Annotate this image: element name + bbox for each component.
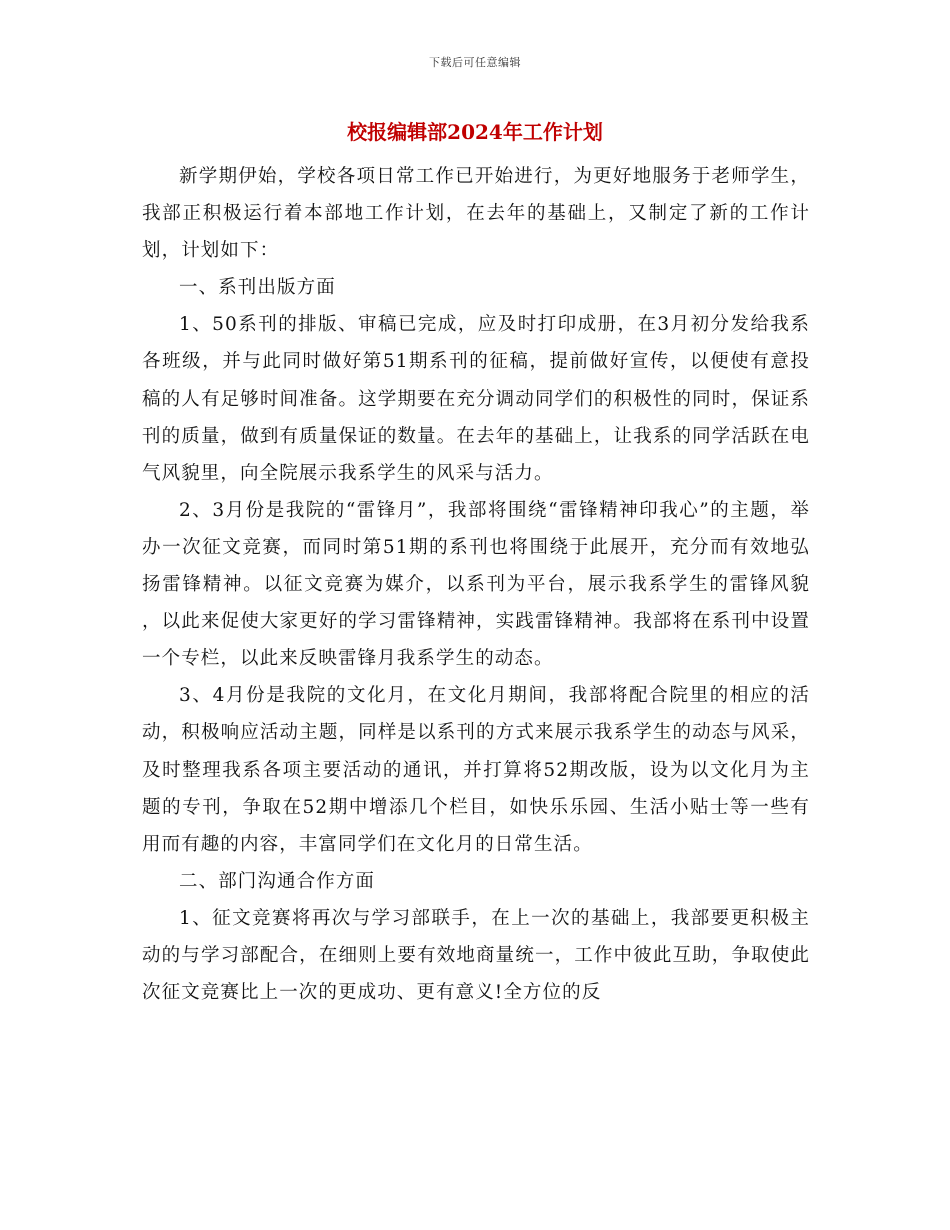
section-heading-cooperation: 二、部门沟通合作方面 — [179, 870, 376, 892]
intro-paragraph: 新学期伊始，学校各项日常工作已开始进行，为更好地服务于老师学生，我部正积极运行着本部地工作计划，在去年的基础上，又制定了新的工作计划，计划如下： — [142, 166, 810, 262]
section1-item-2: 2、3月份是我院的“雷锋月”，我部将围绕“雷锋精神印我心”的主题，举办一次征文竞赛，而同时第51期的系刊也将围绕于此展开，充分而有效地弘扬雷锋精神。以征文竞赛为媒介，以系刊为平台，展示我系学生的雷锋风貌 ，以此来促使大家更好的学习雷锋精神，实践雷锋精神。我部将在系刊中设置一个专栏，以此来反映雷锋月我系学生的动态。 — [142, 499, 810, 670]
page-header-note: 下载后可任意编辑 — [429, 56, 521, 69]
section1-item-1: 1、50系刊的排版、审稿已完成，应及时打印成册，在3月初分发给我系各班级，并与此同时做好第51期系刊的征稿，提前做好宣传，以便使有意投稿的人有足够时间准备。这学期要在充分调动同学们的积极性的同时，保证系刊的质量，做到有质量保证的数量。在去年的基础上，让我系的同学活跃在电气风貌里，向全院展示我系学生的风采与活力。 — [142, 314, 810, 484]
document-title: 校报编辑部2024年工作计划 — [347, 120, 603, 144]
document-body — [142, 158, 810, 1011]
section2-item-1: 1、征文竞赛将再次与学习部联手，在上一次的基础上，我部要更积极主动的与学习部配合，在细则上要有效地商量统一，工作中彼此互助，争取使此次征文竞赛比上一次的更成功、更有意义!全方位的反 — [142, 907, 810, 1004]
section-heading-publication: 一、系刊出版方面 — [179, 277, 336, 299]
section1-item-3: 3、4月份是我院的文化月，在文化月期间，我部将配合院里的相应的活动，积极响应活动主题，同样是以系刊的方式来展示我系学生的动态与风采，及时整理我系各项主要活动的通讯，并打算将52期改版，设为以文化月为主题的专刊，争取在52期中增添几个栏目，如快乐乐园、生活小贴士等一些有用而有趣的内容，丰富同学们在文化月的日常生活。 — [142, 685, 810, 855]
